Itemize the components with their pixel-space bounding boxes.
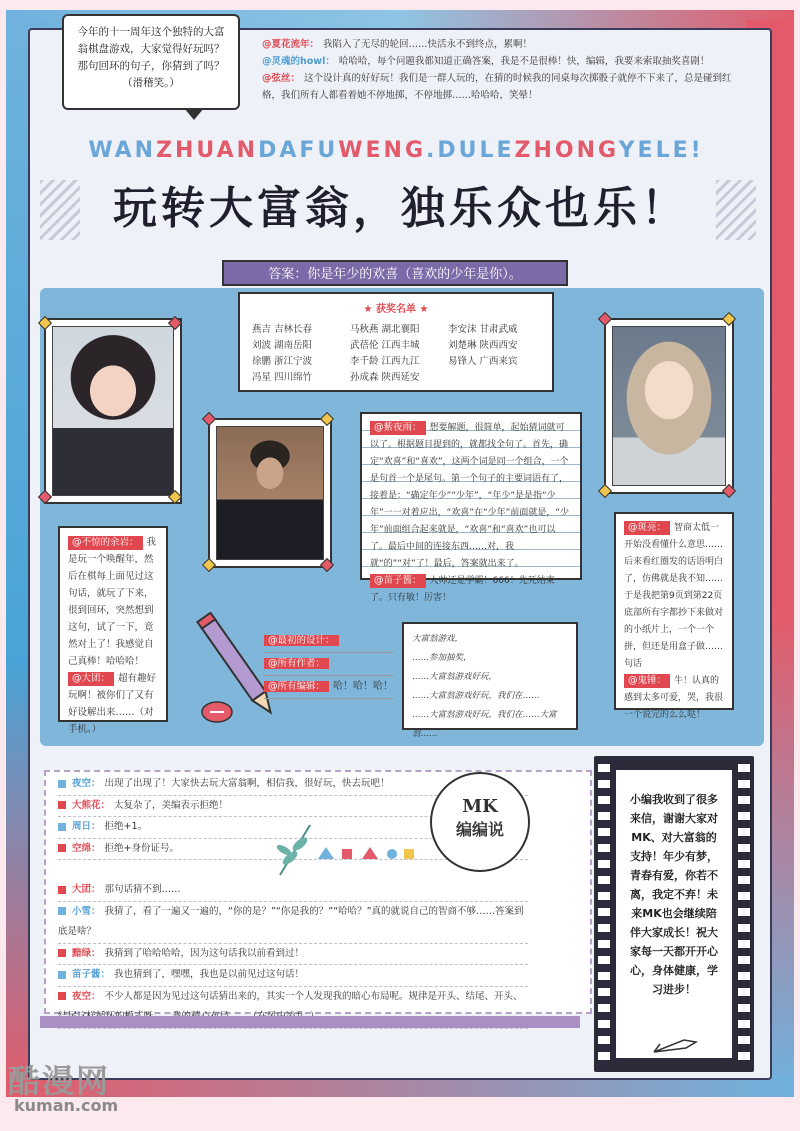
top-comments: [262, 36, 736, 104]
comment-user: 周日：: [72, 821, 101, 832]
photo-anime-girl: [612, 326, 726, 486]
mk-editor-badge: [430, 772, 530, 872]
comment-user: @夏花流年：: [262, 39, 320, 50]
chat-bubble-icon: [200, 700, 234, 726]
comment-user: 夜空：: [72, 778, 101, 789]
comment-row: [262, 53, 736, 70]
leaf-branch-icon: [270, 820, 320, 880]
winner-item: 李千龄 江西九江: [350, 356, 420, 367]
comment-text: 我也猜到了，嘿嘿，我也是以前见过这句话！: [114, 969, 305, 980]
headline-title: 玩转大富翁，独乐众也乐！: [113, 183, 689, 234]
editor-note: 小编我收到了很多来信，谢谢大家对MK、对大富翁的支持！年少有梦，青春有爱，你若不离，我定不弃！未来MK也会继续陪伴大家成长！祝大家每一天都开开心心，身体健康，学习进步！: [616, 770, 732, 1058]
comment-text: 人帅还是学霸！666！先死结束了。只有敏！厉害！: [370, 576, 555, 603]
comment-user: @灵魂的howl：: [262, 56, 335, 67]
comment-text: 牛！认真的感到太多可爱，哭，我很一个说完的么么哒！: [624, 676, 724, 720]
note-line: 大富翁游戏，: [412, 634, 464, 644]
comment-text: 我是玩一个唤醒年，然后在棋每上面见过这句话，就玩了下来，很到回环，突然想到这句，试了一下，竟然对上了！我感觉自己真棒！哈哈哈！: [68, 537, 157, 667]
comment-text: 那句话猜不到……: [104, 884, 181, 895]
headline-part: ZHUAN: [156, 138, 259, 163]
comment-text: 哈哈哈，每个问题我都知道正确答案，我是不是很棒！快，编辑，我要来索取抽奖喜剧！: [338, 56, 710, 67]
comment-user: 黯绿：: [72, 947, 101, 959]
watermark-logo: 酷漫网: [8, 1062, 111, 1100]
comment-user: @不惊的余岩：: [68, 536, 143, 550]
bullet-icon: [58, 780, 66, 788]
comment-card-center: [360, 412, 582, 603]
winner-item: 武蓓伦 江西丰城: [350, 340, 420, 351]
winner-item: 冯星 四川绵竹: [252, 372, 313, 383]
footer-bar: [40, 1016, 580, 1028]
bullet-icon: [58, 886, 66, 894]
comment-card-right: [614, 512, 734, 720]
bullet-icon: [58, 949, 66, 957]
comment-user: 空绵：: [72, 842, 101, 854]
winner-item: 李安沫 甘肃武威: [448, 324, 518, 335]
comment-user: 大熊花：: [72, 799, 111, 811]
note-line: ……参加抽奖，: [412, 653, 472, 663]
headline-part: .DULE: [426, 138, 515, 163]
headline-pinyin: [56, 138, 736, 163]
editor-note-filmstrip: [594, 756, 754, 1072]
bullet-icon: [58, 801, 66, 809]
credit-tag: @所有作者：: [264, 658, 329, 669]
winner-item: 燕吉 吉林长春: [252, 324, 313, 335]
photo-boy: [216, 426, 324, 560]
credits-list: [264, 630, 394, 699]
comment-text: 智商太低一开始没看懂什么意思……后来看红圈发的话语明白了，仿佛就是我不知……于是我把第9页到第22页底部所有字都抄下来做对的小纸片上，一个一个拼，但还是用盒子做……句话: [624, 523, 724, 669]
winner-item: 易锋人 广西来宾: [448, 356, 518, 367]
credit-tag: @所有编辑：: [264, 681, 329, 692]
comment-text: 我陷入了无尽的轮回……快活永不到终点，累啊！: [323, 39, 533, 50]
winner-item: [448, 369, 540, 383]
prize-title: ★ 获奖名单 ★: [363, 304, 429, 315]
list-item: [58, 880, 528, 902]
headline-part: YELE!: [618, 138, 704, 163]
comment-user: @紫夜雨：: [370, 421, 426, 435]
comment-user: 小雪：: [72, 905, 101, 917]
headline-part: DAFU: [258, 138, 339, 163]
mk-label: MK: [462, 796, 498, 817]
comment-text: 超有趣好玩啊！被你们了又有好设解出来……（对手机。）: [68, 673, 157, 735]
comment-user: @鬼锤：: [624, 674, 670, 688]
comment-user: @弦丝：: [262, 73, 301, 84]
headline-part: WAN: [88, 138, 157, 163]
intro-text: 今年的十一周年这个独特的大富翁棋盘游戏，大家觉得好玩吗？那句回环的句子，你猜到了吗？（滑稽笑。）: [77, 26, 225, 89]
comment-text: 想要解题，很简单，起始猜词就可以了。根据题目提到的，就都找全句了。首先，确定“欢喜”和“喜欢”，这两个词是同一个组合，一个是句首一个是尾句。第一个句子的主要词语有了，接着是：“确定年少”“少年”，“年少”是是指“少年”一一对着应出，“欢喜”在“少年”前面就是，“少年”前面组合起来就是，“欢喜”和“喜欢”也可以了。最后中间的连接东西……对，我就“的”“对”了！最后，答案就出来了。: [370, 423, 569, 569]
note-line: ……大富翁游戏好玩，我们在……大富翁……: [412, 710, 557, 739]
bullet-icon: [58, 971, 66, 979]
comment-text: 拒绝+1。: [104, 821, 148, 832]
comment-text: 我猜到了哈哈哈哈，因为这句话我以前看到过！: [104, 947, 305, 959]
rocket-icon: [650, 1034, 700, 1056]
shape-decoration-icon: [316, 845, 416, 861]
prize-list-box: [238, 292, 554, 392]
answer-banner: 答案：你是年少的欢喜（喜欢的少年是你）。: [222, 260, 568, 286]
credit-value: 哈！哈！哈！: [333, 681, 394, 692]
credit-tag: @最初的设计：: [264, 635, 339, 646]
bullet-icon: [58, 907, 66, 915]
prize-grid: [240, 315, 552, 389]
photo-frame-center: [208, 418, 332, 568]
handwritten-note: [402, 622, 578, 739]
credit-row: [264, 630, 394, 653]
list-item: [58, 902, 528, 944]
comment-text: 太复杂了，美编表示拒绝！: [114, 799, 229, 811]
headline-part: WENG: [338, 138, 427, 163]
mk-subtitle: 编编说: [455, 820, 504, 839]
comment-row: [262, 70, 736, 104]
comment-user: 大团：: [72, 884, 101, 895]
photo-frame-left: [44, 318, 182, 504]
comment-row: [262, 36, 736, 53]
comment-user: @苗子酱：: [370, 574, 426, 588]
comment-text: 这个设计真的好好玩！我们是一群人玩的，在猜的时候我的同桌每次掷骰子就停不下来了，总是碰到红格，我们所有人都看着她不停地掷，不停地掷……哈哈哈，笑晕！: [262, 73, 732, 101]
winner-item: 马秋燕 湖北襄阳: [350, 324, 420, 335]
bullet-icon: [58, 823, 66, 831]
winner-item: 孙成森 陕西延安: [350, 372, 420, 383]
intro-speech-bubble: [62, 14, 240, 110]
winner-item: 刘楚琳 陕西西安: [448, 340, 518, 351]
credit-row: [264, 653, 394, 676]
comment-user: @斑亮：: [624, 521, 670, 535]
film-holes: [598, 764, 610, 1064]
credit-row: [264, 676, 394, 699]
note-line: ……大富翁游戏好玩，: [412, 672, 498, 682]
comment-user: 夜空：: [72, 990, 101, 1002]
comment-text: 拒绝+身份证号。: [104, 842, 179, 854]
watermark-url: kuman.com: [14, 1096, 119, 1115]
comment-text: 出现了出现了！大家快去玩大富翁啊，相信我，很好玩，快去玩吧！: [104, 778, 390, 789]
comment-card-left: [58, 526, 168, 735]
comment-user: @大团：: [68, 672, 114, 686]
comment-user: 苗子酱：: [72, 969, 111, 980]
bullet-icon: [58, 844, 66, 852]
film-holes: [738, 764, 750, 1064]
winner-item: 刘波 湖南岳阳: [252, 340, 313, 351]
photo-frame-right: [604, 318, 734, 494]
comment-text: 不少人都是因为见过这句话猜出来的，其实一个人发现我的暗心布局呢。规律是开头、结尾、开头、: [104, 990, 523, 1002]
list-item: [58, 944, 528, 966]
note-line: ……大富翁游戏好玩，我们在……: [412, 691, 540, 701]
comment-text: 我猜了，看了一遍又一遍的，“你的是？”“你是我的？”“哈哈？”真的就说自己的智商不够……答案到底是啥？: [58, 905, 524, 937]
list-item: [58, 965, 528, 987]
headline-part: ZHONG: [514, 138, 619, 163]
winner-item: 徐鹏 浙江宁波: [252, 356, 313, 367]
photo-girl: [52, 326, 174, 496]
bullet-icon: [58, 992, 66, 1000]
